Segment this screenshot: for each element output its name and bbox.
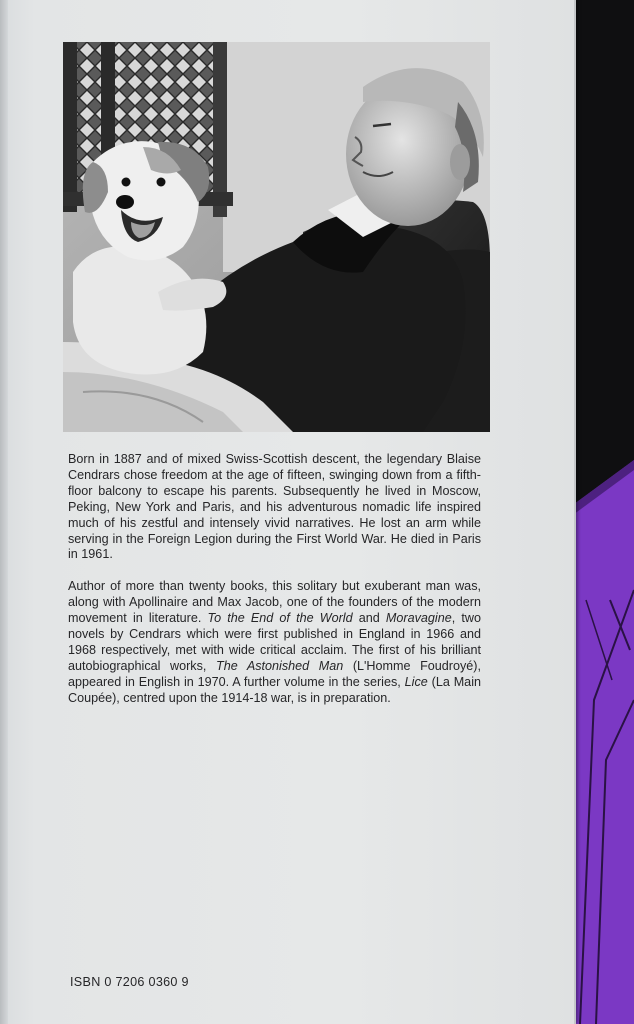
purple-spine-graphic <box>566 0 634 1024</box>
bio-text-segment: (La Main Coupée), centred upon the 1914-18 war, is in preparation. <box>68 674 481 705</box>
cover-edge-shadow <box>0 0 8 1024</box>
book-title-moravagine: Moravagine <box>385 611 452 626</box>
book-title-lice: Lice <box>404 674 428 689</box>
book-title-to-the-end-of-the-world: To the End of the World <box>207 611 353 626</box>
isbn-number: ISBN 0 7206 0360 9 <box>70 975 189 989</box>
bio-text-segment: and <box>352 611 386 626</box>
bio-paragraph-1: Born in 1887 and of mixed Swiss-Scottish descent, the legendary Blaise Cendrars chose freedom at the age of fifteen, swinging down from a fifth-floor balcony to escape his parents. Subsequently he lived in Moscow, Peking, New York and Paris, and his adventurous nomadic life inspired much of his zestful and intensely vivid narratives. He lost an arm while serving in the Foreign Legion during the First World War. He died in Paris in 1961. <box>68 452 481 562</box>
author-photo <box>63 42 490 432</box>
bio-text-segment: Author of more than twenty books, this solitary but exuberant man was, along with Apollinaire and Max Jacob, one of the founders of the modern movement in literature. <box>68 579 481 626</box>
book-title-the-astonished-man: The Astonished Man <box>216 658 344 673</box>
bio-text-segment: , two novels by Cendrars which were first published in England in 1966 and 1968 respectively, met with wide critical acclaim. The first of his brilliant autobiographical works, <box>68 611 481 673</box>
author-biography <box>68 452 481 723</box>
author-with-dog-image <box>63 42 490 432</box>
bio-paragraph-2 <box>68 579 481 706</box>
bio-text-segment: (L'Homme Foudroyé), appeared in English in 1970. A further volume in the series, <box>68 658 481 689</box>
